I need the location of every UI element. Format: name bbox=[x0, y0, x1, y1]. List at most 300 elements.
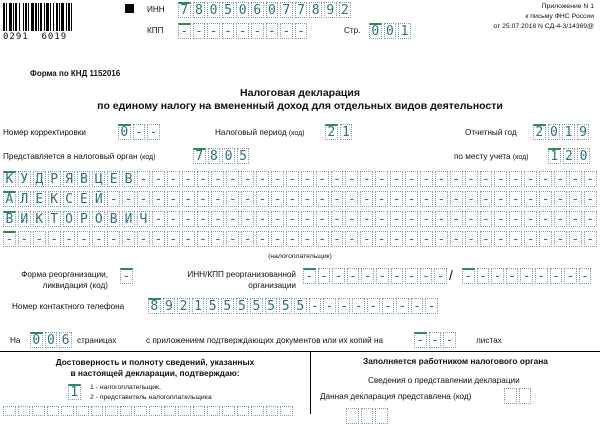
form-cell: 9 bbox=[577, 124, 590, 140]
form-cell: - bbox=[405, 268, 418, 284]
name-cell: - bbox=[3, 231, 16, 247]
name-cell: - bbox=[494, 191, 507, 207]
period-code-text: (код) bbox=[288, 130, 305, 137]
form-cell: - bbox=[411, 298, 424, 314]
name-cell: - bbox=[331, 231, 344, 247]
name-cell: - bbox=[137, 171, 150, 187]
name-cell: - bbox=[122, 191, 135, 207]
form-cell: 5 bbox=[237, 148, 250, 164]
form-cell: - bbox=[491, 268, 504, 284]
name-cell: - bbox=[465, 211, 478, 227]
name-cell: А bbox=[3, 191, 16, 207]
taxpayer-name-block bbox=[3, 171, 597, 251]
name-cell: И bbox=[18, 211, 31, 227]
kpp-label: КПП bbox=[147, 26, 164, 35]
doc-title-line-2: по единому налогу на вмененный доход для отдельных видов деятельности bbox=[97, 100, 503, 112]
name-cell: - bbox=[77, 231, 90, 247]
signer-name-cell bbox=[207, 406, 220, 416]
name-cell: - bbox=[256, 191, 269, 207]
name-cell: - bbox=[405, 191, 418, 207]
name-cell: - bbox=[450, 211, 463, 227]
name-cell: - bbox=[286, 211, 299, 227]
name-cell: О bbox=[92, 211, 105, 227]
submitted-label: Данная декларация представлена (код) bbox=[320, 392, 472, 401]
form-cell: 6 bbox=[251, 2, 264, 18]
name-cell: - bbox=[390, 191, 403, 207]
form-cell: 6 bbox=[59, 332, 72, 348]
name-cell: - bbox=[494, 231, 507, 247]
form-cell: 1 bbox=[340, 124, 353, 140]
name-cell: - bbox=[211, 191, 224, 207]
name-cell: - bbox=[494, 211, 507, 227]
name-line-3 bbox=[3, 211, 597, 227]
inn-label: ИНН bbox=[147, 5, 165, 14]
reorg-innkpp-label-1: ИНН/КПП реорганизованной bbox=[187, 270, 296, 279]
name-cell: - bbox=[331, 211, 344, 227]
name-cell: - bbox=[480, 211, 493, 227]
name-cell: Я bbox=[63, 171, 76, 187]
form-cell: - bbox=[193, 23, 206, 39]
form-cell: - bbox=[520, 268, 533, 284]
reorg-slash: / bbox=[449, 267, 453, 283]
name-cell: - bbox=[360, 231, 373, 247]
pages-count-cells bbox=[346, 408, 388, 424]
name-cell: - bbox=[271, 191, 284, 207]
form-cell: 7 bbox=[295, 2, 308, 18]
name-cell: - bbox=[316, 191, 329, 207]
name-cell: - bbox=[509, 211, 522, 227]
name-cell: - bbox=[301, 191, 314, 207]
name-cell: Й bbox=[92, 191, 105, 207]
name-cell: - bbox=[480, 171, 493, 187]
form-cell: 5 bbox=[236, 298, 249, 314]
signer-name-cell bbox=[3, 406, 16, 416]
name-cell: - bbox=[331, 191, 344, 207]
pages-on-label: На bbox=[10, 336, 21, 345]
name-cell: - bbox=[554, 191, 567, 207]
taxpayer-caption: (налогоплательщик) bbox=[268, 253, 332, 260]
signer-name-cell bbox=[61, 406, 74, 416]
name-cell: - bbox=[167, 191, 180, 207]
submitted-code-cells bbox=[504, 388, 531, 404]
barcode bbox=[3, 3, 101, 42]
form-cell: 1 bbox=[562, 124, 575, 140]
name-cell: Т bbox=[48, 211, 61, 227]
form-cell: - bbox=[133, 124, 146, 140]
form-cell: - bbox=[429, 332, 442, 348]
form-cell: 0 bbox=[30, 332, 43, 348]
correction-label: Номер корректировки bbox=[3, 128, 86, 137]
name-line-4 bbox=[3, 231, 597, 247]
form-cell: 0 bbox=[384, 23, 397, 39]
form-cell: 0 bbox=[548, 124, 561, 140]
signer-name-cells bbox=[3, 406, 293, 416]
reorg-kpp-cells bbox=[462, 268, 591, 284]
form-cell: - bbox=[443, 332, 456, 348]
name-cell: - bbox=[375, 231, 388, 247]
name-cell: - bbox=[375, 211, 388, 227]
name-cell: - bbox=[450, 231, 463, 247]
name-cell: - bbox=[554, 171, 567, 187]
right-block-title: Заполняется работником налогового органа bbox=[363, 356, 548, 366]
name-cell: - bbox=[182, 171, 195, 187]
name-cell: К bbox=[48, 191, 61, 207]
form-cell: 7 bbox=[178, 2, 191, 18]
name-cell: - bbox=[226, 191, 239, 207]
name-cell: К bbox=[3, 171, 16, 187]
form-cell: 5 bbox=[222, 2, 235, 18]
name-cell: Р bbox=[48, 171, 61, 187]
form-cell: 7 bbox=[193, 148, 206, 164]
form-cell: 7 bbox=[280, 2, 293, 18]
form-cell: - bbox=[376, 268, 389, 284]
form-cell: 8 bbox=[309, 2, 322, 18]
phone-cells bbox=[148, 298, 438, 314]
form-cell: 5 bbox=[250, 298, 263, 314]
name-cell: - bbox=[226, 231, 239, 247]
name-cell: - bbox=[465, 171, 478, 187]
form-cell: - bbox=[147, 124, 160, 140]
form-cell: 5 bbox=[221, 298, 234, 314]
form-code: Форма по КНД 1152016 bbox=[30, 69, 121, 78]
reorg-innkpp-label-2: организации bbox=[248, 281, 296, 290]
name-cell: - bbox=[167, 171, 180, 187]
form-cell: 5 bbox=[265, 298, 278, 314]
name-cell: Е bbox=[33, 191, 46, 207]
name-cell: - bbox=[524, 231, 537, 247]
reorg-form-label-1: Форма реорганизации, bbox=[21, 270, 108, 279]
authority-code-text: (код) bbox=[139, 154, 156, 161]
place-cells bbox=[548, 148, 590, 164]
name-cell: - bbox=[271, 171, 284, 187]
name-cell: - bbox=[569, 171, 582, 187]
name-cell: - bbox=[435, 191, 448, 207]
period-cells bbox=[325, 124, 352, 140]
signer-name-cell bbox=[222, 406, 235, 416]
form-cell: 1 bbox=[548, 148, 561, 164]
name-cell: - bbox=[390, 211, 403, 227]
name-cell: О bbox=[63, 211, 76, 227]
name-line-2 bbox=[3, 191, 597, 207]
year-cells bbox=[533, 124, 589, 140]
name-cell: - bbox=[226, 211, 239, 227]
place-label bbox=[454, 152, 529, 161]
form-cell: 2 bbox=[339, 2, 352, 18]
name-cell: С bbox=[63, 191, 76, 207]
name-cell: - bbox=[584, 191, 597, 207]
year-label: Отчетный год bbox=[465, 128, 517, 137]
name-cell: К bbox=[33, 211, 46, 227]
name-cell: Д bbox=[33, 171, 46, 187]
name-cell: Е bbox=[77, 191, 90, 207]
name-cell: - bbox=[286, 171, 299, 187]
name-cell: - bbox=[345, 171, 358, 187]
name-cell: - bbox=[539, 191, 552, 207]
name-cell: - bbox=[569, 191, 582, 207]
name-cell: - bbox=[360, 211, 373, 227]
name-cell: - bbox=[256, 231, 269, 247]
form-cell: - bbox=[396, 298, 409, 314]
form-cell: - bbox=[352, 298, 365, 314]
form-cell: - bbox=[280, 23, 293, 39]
form-cell: - bbox=[382, 298, 395, 314]
name-cell: - bbox=[256, 211, 269, 227]
name-cell: - bbox=[256, 171, 269, 187]
correction-cells bbox=[118, 124, 160, 140]
pages-label: страницах bbox=[77, 336, 117, 345]
name-cell: - bbox=[360, 171, 373, 187]
inn-cells bbox=[178, 2, 351, 18]
form-cell: 0 bbox=[577, 148, 590, 164]
name-cell: - bbox=[420, 191, 433, 207]
barcode-bar bbox=[72, 3, 74, 31]
form-cell: - bbox=[178, 23, 191, 39]
name-cell: - bbox=[241, 211, 254, 227]
signer-name-cell bbox=[164, 406, 177, 416]
form-cell: 5 bbox=[206, 298, 219, 314]
name-cell: - bbox=[405, 211, 418, 227]
signer-name-cell bbox=[251, 406, 264, 416]
name-cell: В bbox=[3, 211, 16, 227]
name-cell: - bbox=[286, 191, 299, 207]
signer-option-1: 1 - налогоплательщик, bbox=[90, 384, 161, 391]
form-cell: 2 bbox=[325, 124, 338, 140]
name-cell: - bbox=[211, 211, 224, 227]
form-cell: 9 bbox=[324, 2, 337, 18]
form-cell: - bbox=[367, 298, 380, 314]
form-cell: 1 bbox=[68, 384, 81, 400]
form-cell: - bbox=[391, 268, 404, 284]
name-cell: В bbox=[107, 211, 120, 227]
name-cell: - bbox=[226, 171, 239, 187]
name-cell: - bbox=[465, 231, 478, 247]
name-cell: - bbox=[390, 231, 403, 247]
form-cell: - bbox=[251, 23, 264, 39]
name-cell: Л bbox=[18, 191, 31, 207]
name-cell: - bbox=[241, 231, 254, 247]
reorg-form-cells bbox=[120, 268, 133, 284]
corner-mark bbox=[125, 4, 134, 13]
authority-cells bbox=[193, 148, 249, 164]
name-cell: - bbox=[182, 191, 195, 207]
name-cell: - bbox=[480, 191, 493, 207]
name-cell: - bbox=[211, 231, 224, 247]
name-cell: - bbox=[316, 211, 329, 227]
form-cell: - bbox=[295, 23, 308, 39]
form-cell: - bbox=[266, 23, 279, 39]
annex-line-3: от 25.07.2018 N СД-4-3/14369@ bbox=[493, 23, 594, 30]
form-cell: - bbox=[347, 268, 360, 284]
name-cell: В bbox=[122, 171, 135, 187]
signer-name-cell bbox=[134, 406, 147, 416]
form-cell: 5 bbox=[294, 298, 307, 314]
form-cell: - bbox=[361, 268, 374, 284]
name-cell: - bbox=[301, 171, 314, 187]
name-cell: - bbox=[509, 191, 522, 207]
annex-line-2: к письму ФНС России bbox=[525, 13, 594, 20]
name-cell: - bbox=[301, 231, 314, 247]
name-cell: - bbox=[480, 231, 493, 247]
name-cell: - bbox=[450, 171, 463, 187]
period-label-text: Налоговый период bbox=[215, 128, 287, 137]
name-cell: - bbox=[271, 231, 284, 247]
period-label bbox=[215, 128, 305, 137]
name-cell: Ч bbox=[137, 211, 150, 227]
name-cell: - bbox=[167, 211, 180, 227]
form-cell: 0 bbox=[222, 148, 235, 164]
kpp-cells bbox=[178, 23, 307, 39]
left-block-title-2: в настоящей декларации, подтверждаю: bbox=[70, 368, 240, 378]
form-cell: - bbox=[477, 268, 490, 284]
name-cell: - bbox=[509, 231, 522, 247]
name-cell: - bbox=[375, 171, 388, 187]
form-cell: 8 bbox=[148, 298, 161, 314]
name-cell: - bbox=[539, 231, 552, 247]
name-cell: - bbox=[509, 171, 522, 187]
form-cell: - bbox=[414, 332, 427, 348]
name-line-1 bbox=[3, 171, 597, 187]
name-cell: - bbox=[107, 191, 120, 207]
info-label: Сведения о представлении декларации bbox=[368, 376, 520, 385]
authority-label-text: Представляется в налоговый орган bbox=[3, 152, 138, 161]
name-cell: - bbox=[435, 231, 448, 247]
name-cell: - bbox=[360, 191, 373, 207]
submitted-code-cell bbox=[504, 388, 517, 404]
form-cell: 8 bbox=[208, 148, 221, 164]
name-cell: - bbox=[33, 231, 46, 247]
signer-name-cell bbox=[105, 406, 118, 416]
form-cell: 2 bbox=[533, 124, 546, 140]
name-cell: - bbox=[405, 171, 418, 187]
signer-name-cell bbox=[237, 406, 250, 416]
name-cell: - bbox=[420, 231, 433, 247]
name-cell: - bbox=[569, 211, 582, 227]
name-cell: - bbox=[63, 231, 76, 247]
name-cell: - bbox=[345, 231, 358, 247]
name-cell: - bbox=[197, 191, 210, 207]
phone-label: Номер контактного телефона bbox=[12, 302, 125, 311]
pages-count-cell bbox=[346, 408, 359, 424]
form-cell: - bbox=[309, 298, 322, 314]
name-cell: - bbox=[167, 231, 180, 247]
name-cell: - bbox=[554, 211, 567, 227]
name-cell: - bbox=[450, 191, 463, 207]
signer-type-cell bbox=[68, 384, 81, 400]
signer-name-cell bbox=[193, 406, 206, 416]
form-cell: - bbox=[506, 268, 519, 284]
name-cell: - bbox=[152, 211, 165, 227]
reorg-inn-cells bbox=[303, 268, 447, 284]
barcode-number: 0291 6019 bbox=[3, 32, 68, 42]
name-cell: - bbox=[584, 211, 597, 227]
name-cell: - bbox=[569, 231, 582, 247]
signer-name-cell bbox=[120, 406, 133, 416]
name-cell: - bbox=[152, 231, 165, 247]
name-cell: - bbox=[390, 171, 403, 187]
name-cell: - bbox=[182, 211, 195, 227]
name-cell: - bbox=[465, 191, 478, 207]
name-cell: - bbox=[494, 171, 507, 187]
form-cell: 1 bbox=[192, 298, 205, 314]
name-cell: - bbox=[435, 171, 448, 187]
name-cell: - bbox=[539, 171, 552, 187]
page-cells bbox=[369, 23, 411, 39]
form-cell: 0 bbox=[118, 124, 131, 140]
doc-title-line-1: Налоговая декларация bbox=[240, 87, 360, 99]
form-cell: 2 bbox=[177, 298, 190, 314]
form-cell: - bbox=[323, 298, 336, 314]
name-cell: - bbox=[405, 231, 418, 247]
signer-name-cell bbox=[91, 406, 104, 416]
name-cell: - bbox=[107, 231, 120, 247]
name-cell: И bbox=[122, 211, 135, 227]
name-cell: - bbox=[316, 171, 329, 187]
name-cell: У bbox=[18, 171, 31, 187]
name-cell: - bbox=[152, 191, 165, 207]
signer-option-2: 2 - представитель налогоплательщика bbox=[90, 394, 212, 401]
name-cell: - bbox=[197, 171, 210, 187]
divider-horizontal bbox=[0, 351, 600, 352]
form-cell: 9 bbox=[163, 298, 176, 314]
sheets-label: листах bbox=[476, 336, 502, 345]
form-cell: - bbox=[318, 268, 331, 284]
reorg-form-label-2: ликвидация (код) bbox=[42, 281, 108, 290]
name-cell: - bbox=[137, 231, 150, 247]
place-code-text: (код) bbox=[512, 154, 529, 161]
name-cell: - bbox=[316, 231, 329, 247]
name-cell: - bbox=[137, 191, 150, 207]
name-cell: Ц bbox=[92, 171, 105, 187]
name-cell: - bbox=[241, 171, 254, 187]
signer-name-cell bbox=[149, 406, 162, 416]
signer-name-cell bbox=[32, 406, 45, 416]
form-cell: 5 bbox=[279, 298, 292, 314]
pages-cells bbox=[30, 332, 72, 348]
name-cell: - bbox=[18, 231, 31, 247]
form-cell: - bbox=[120, 268, 133, 284]
name-cell: - bbox=[48, 231, 61, 247]
form-cell: - bbox=[434, 268, 447, 284]
name-cell: Е bbox=[107, 171, 120, 187]
name-cell: - bbox=[345, 211, 358, 227]
name-cell: - bbox=[92, 231, 105, 247]
name-cell: - bbox=[524, 211, 537, 227]
place-label-text: по месту учета bbox=[454, 152, 511, 161]
name-cell: - bbox=[524, 171, 537, 187]
form-cell: - bbox=[462, 268, 475, 284]
form-cell: 1 bbox=[398, 23, 411, 39]
signer-name-cell bbox=[76, 406, 89, 416]
attachments-label: с приложением подтверждающих документов или их копий на bbox=[146, 336, 384, 345]
form-cell: - bbox=[550, 268, 563, 284]
name-cell: - bbox=[152, 171, 165, 187]
form-cell: - bbox=[579, 268, 592, 284]
form-cell: - bbox=[420, 268, 433, 284]
name-cell: - bbox=[197, 231, 210, 247]
form-cell: 0 bbox=[207, 2, 220, 18]
name-cell: - bbox=[211, 171, 224, 187]
name-cell: - bbox=[331, 171, 344, 187]
name-cell: - bbox=[539, 211, 552, 227]
form-cell: 8 bbox=[193, 2, 206, 18]
form-cell: - bbox=[303, 268, 316, 284]
name-cell: - bbox=[584, 231, 597, 247]
name-cell: - bbox=[122, 231, 135, 247]
signer-name-cell bbox=[47, 406, 60, 416]
left-block-title-1: Достоверность и полноту сведений, указанных bbox=[55, 357, 255, 367]
signer-name-cell bbox=[280, 406, 293, 416]
signer-name-cell bbox=[18, 406, 31, 416]
